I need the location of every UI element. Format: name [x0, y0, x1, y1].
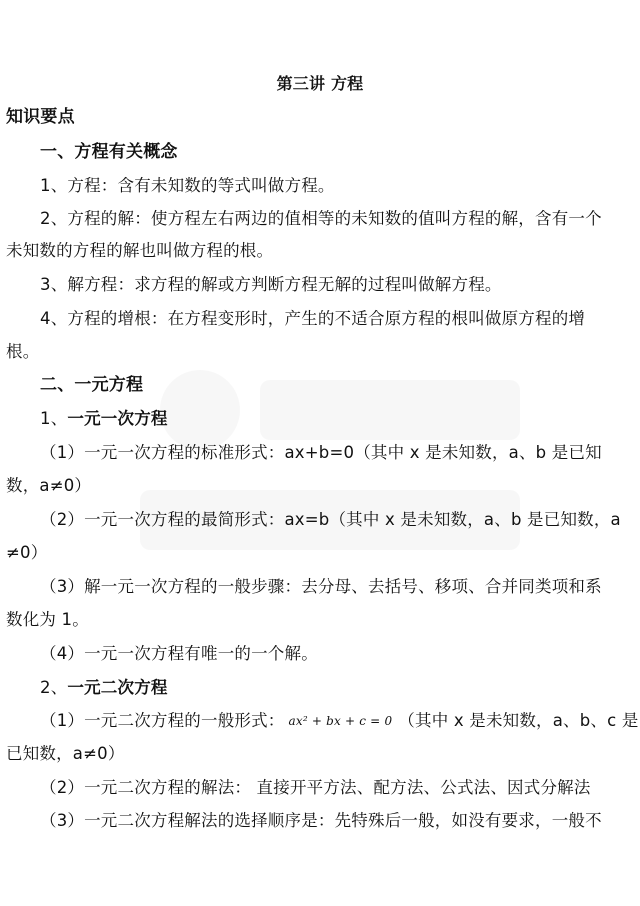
sub2-item-1-prefix: （1）一元二次方程的一般形式：: [40, 711, 285, 730]
watermark-logo: [120, 350, 540, 590]
sec1-item-2: 2、方程的解：使方程左右两边的值相等的未知数的值叫方程的解，含有一个: [40, 209, 602, 228]
sub-2-heading: [40, 677, 168, 699]
sub1-item-2-cont: ≠0）: [6, 543, 48, 562]
sub-2-number: 2、: [40, 678, 68, 697]
sec1-item-4: 4、方程的增根：在方程变形时，产生的不适合原方程的根叫做原方程的增: [40, 309, 586, 328]
sub2-item-1-cont: 已知数，a≠0）: [6, 744, 125, 763]
sub-1-title: 一元一次方程: [67, 409, 168, 428]
sec1-item-4-cont: 根。: [6, 342, 40, 361]
sub1-item-3: （3）解一元一次方程的一般步骤：去分母、去括号、移项、合并同类项和系: [40, 577, 602, 596]
sub1-item-4: （4）一元一次方程有唯一的一个解。: [40, 644, 318, 663]
sub2-item-2: （2）一元二次方程的解法： 直接开平方法、配方法、公式法、因式分解法: [40, 778, 591, 797]
sub1-item-1-cont: 数，a≠0）: [6, 476, 92, 495]
section-1-title: 一、方程有关概念: [40, 142, 178, 162]
sub1-item-3-cont: 数化为 1。: [6, 610, 89, 629]
section-2-title: 二、一元方程: [40, 375, 144, 395]
sec1-item-1: 1、方程：含有未知数的等式叫做方程。: [40, 176, 335, 195]
sub-1-heading: [40, 408, 168, 430]
section-heading-knowledge: 知识要点: [6, 107, 75, 127]
sub-1-number: 1、: [40, 409, 68, 428]
sec1-item-2-cont: 未知数的方程的解也叫做方程的根。: [6, 241, 274, 260]
sub2-item-1-suffix: （其中 x 是未知数，a、b、c 是: [398, 711, 639, 730]
sub1-item-1: （1）一元一次方程的标准形式：ax+b=0（其中 x 是未知数，a、b 是已知: [40, 443, 602, 462]
sub1-item-2: （2）一元一次方程的最简形式：ax=b（其中 x 是未知数，a、b 是已知数，a: [40, 510, 621, 529]
sub2-item-1: [40, 710, 639, 733]
quadratic-formula: ax² + bx + c = 0: [288, 714, 393, 728]
sub-2-title: 一元二次方程: [67, 678, 168, 697]
page-title: 第三讲 方程: [276, 74, 364, 93]
sec1-item-3: 3、解方程：求方程的解或方判断方程无解的过程叫做解方程。: [40, 275, 502, 294]
sub2-item-3: （3）一元二次方程解法的选择顺序是：先特殊后一般，如没有要求，一般不: [40, 811, 602, 830]
